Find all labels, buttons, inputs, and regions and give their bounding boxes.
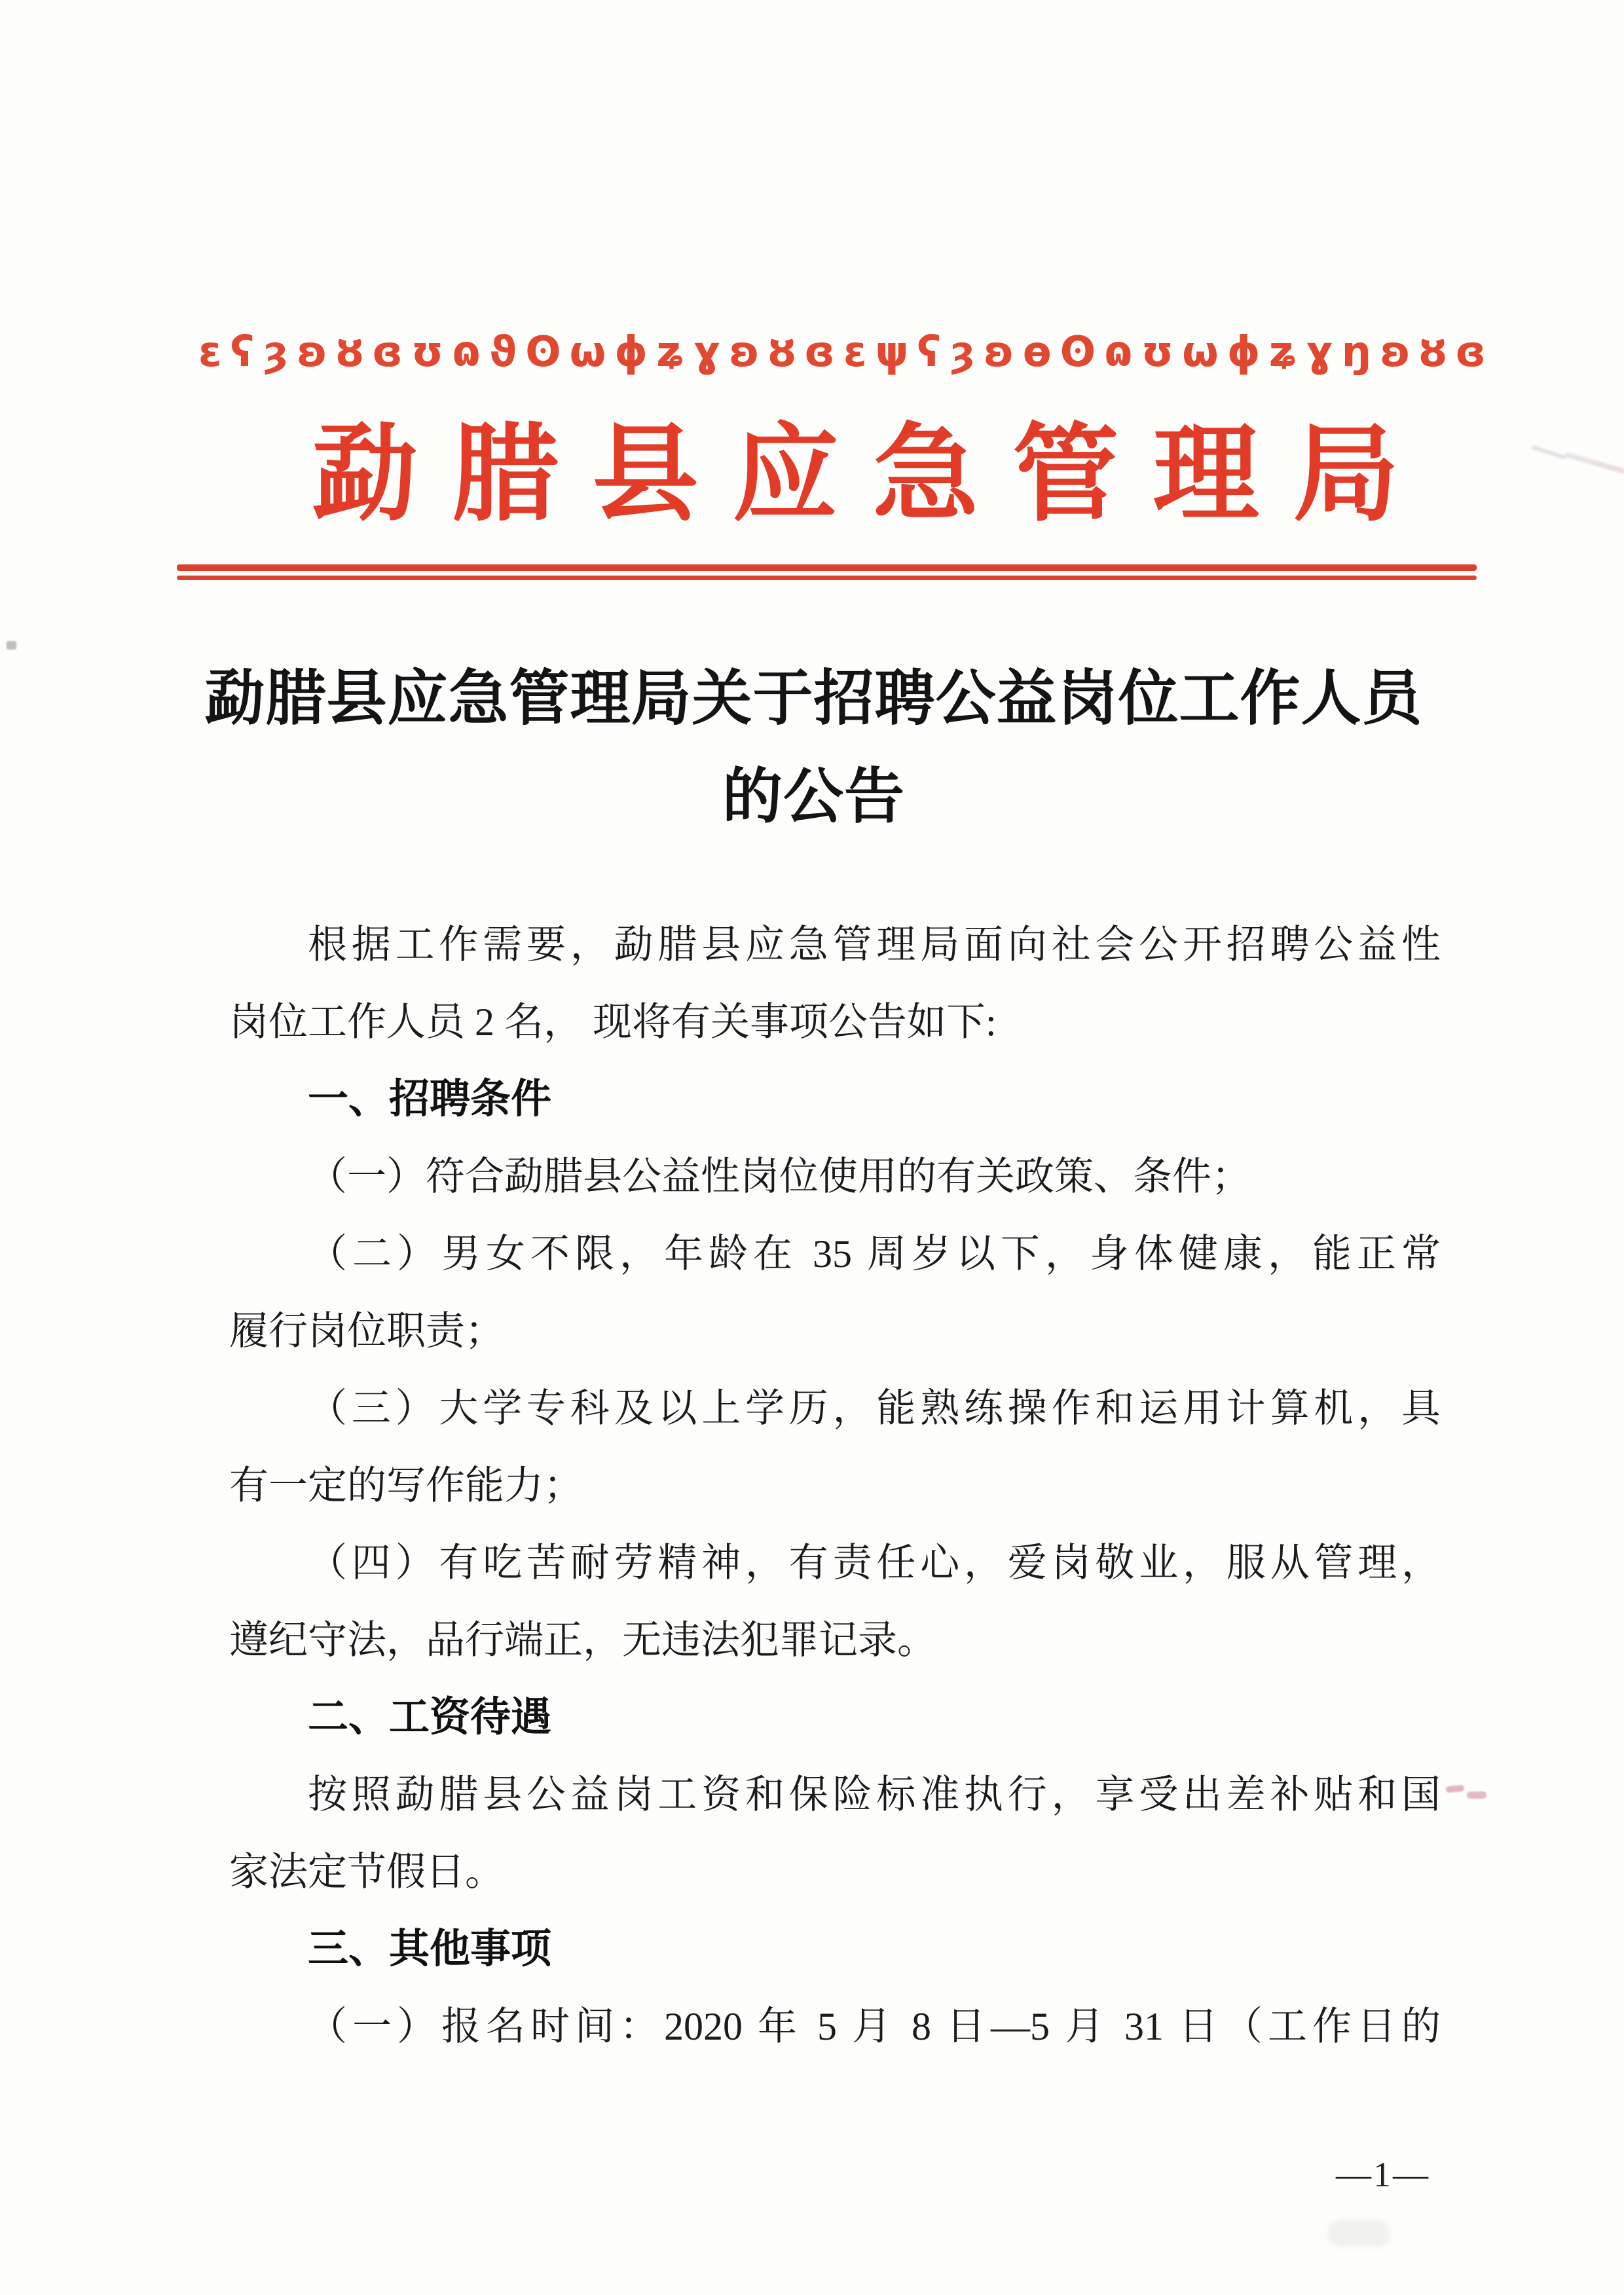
body-line: 家法定节假日。 bbox=[229, 1850, 504, 1894]
scan-artifact-bottom-smudge bbox=[1328, 2220, 1390, 2247]
document-title-line-2: 的公告 bbox=[722, 763, 905, 830]
body-line: 有一定的写作能力； bbox=[229, 1464, 583, 1507]
red-separator-line-bottom bbox=[177, 576, 1477, 580]
scan-artifact-pink-smudge-2 bbox=[1467, 1791, 1486, 1799]
red-separator-line-top bbox=[177, 564, 1477, 571]
section-heading-recruit-conditions: 一、招聘条件 bbox=[308, 1076, 552, 1122]
scan-artifact-top-right-pink-wisp bbox=[1564, 452, 1624, 474]
document-body bbox=[229, 906, 1441, 2065]
body-line: 按照勐腊县公益岗工资和保险标准执行，享受出差补贴和国 bbox=[308, 1773, 1441, 1816]
scan-artifact-left-dot bbox=[7, 641, 16, 650]
body-line: （四）有吃苦耐劳精神，有责任心，爱岗敬业，服从管理， bbox=[308, 1541, 1441, 1585]
scan-artifact-top-right-wisp bbox=[1531, 445, 1566, 460]
body-line: 遵纪守法，品行端正，无违法犯罪记录。 bbox=[229, 1619, 936, 1662]
body-line: 岗位工作人员 2 名， 现将有关事项公告如下: bbox=[229, 1001, 997, 1044]
body-line: 履行岗位职责； bbox=[229, 1310, 504, 1353]
body-line: 根据工作需要，勐腊县应急管理局面向社会公开招聘公益性 bbox=[308, 923, 1441, 966]
agency-letterhead-title: 勐腊县应急管理局 bbox=[312, 417, 1433, 534]
body-line: （一）符合勐腊县公益性岗位使用的有关政策、条件； bbox=[308, 1155, 1251, 1198]
page-number: —1— bbox=[1336, 2155, 1430, 2194]
document-title-line-1: 勐腊县应急管理局关于招聘公益岗位工作人员 bbox=[204, 665, 1423, 732]
section-heading-salary: 二、工资待遇 bbox=[308, 1695, 552, 1740]
document-title bbox=[177, 650, 1450, 846]
body-line: （二）男女不限，年龄在 35 周岁以下，身体健康，能正常 bbox=[308, 1232, 1441, 1276]
dai-script-line: ɛʕȝʚȣɞʊɷϑʘωɸʑɣʚȣɞɛψʕȝʚѳʘɷʊωɸʑɣŋʚȣɞ bbox=[198, 328, 1495, 376]
section-heading-other-matters: 三、其他事项 bbox=[308, 1926, 552, 1972]
body-line: （一）报名时间：2020 年 5 月 8 日—5 月 31 日（工作日的 bbox=[308, 2005, 1441, 2048]
body-line: （三）大学专科及以上学历，能熟练操作和运用计算机，具 bbox=[308, 1387, 1441, 1430]
scan-artifact-pink-smudge-1 bbox=[1446, 1785, 1465, 1793]
